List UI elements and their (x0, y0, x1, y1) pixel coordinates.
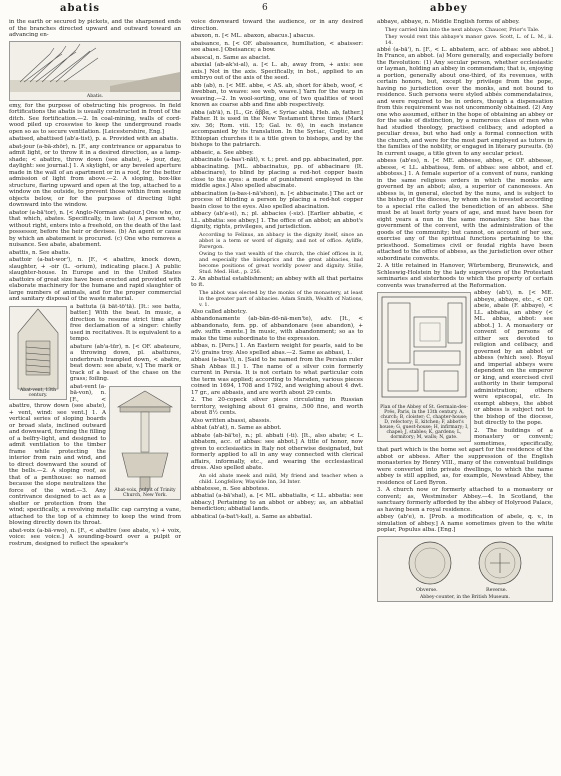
entry-abbacination: abbacination (a-bas-i-nā'shon), n. [< abbacinate.] The act or process of blinding a person by placing a red-hot copper basin close to the eyes. Also spelled abacination. (191, 190, 363, 210)
quotation: They would rent this abbaye's manor gave. Scott, L. of L. M., ii. 14. (385, 33, 553, 46)
entry-abbas: abbas, n. [Pers.] 1. An Eastern weight for pearls, said to be 2½ grains troy. Also spelled abas.—2. Same as abbasi, 1. (191, 343, 363, 356)
entry-abbatesse: abbatesse, n. See abbotess. (191, 485, 270, 492)
entry-text: voice downward toward the audience, or in any desired direction. (191, 19, 363, 32)
entry-abbacinate: abbacinate (a-bas'i-nāt), v. t.; pret. and pp. abbacinated, ppr. abbacinating. [ML. abbacinatus, pp. of abbacinare (It. abbacinare), to blind by placing a red-hot copper basin close to the eyes: a mode of punishment employed in the middle ages.] Also spelled abacinate. (191, 157, 363, 189)
quotation: Owing to the vast wealth of the church, the chief offices in it, and especially the bishoprics and the great abbacies, had become positions of great worldly power and dignity. Stille, Stud. Med. Hist., p. 256. (199, 250, 363, 275)
entry-abator: abator (a-bā'tor), n. [< Anglo-Norman abatour.] One who, or that which, abates. Specifically, in law: (a) A person who, without right, enters into a freehold, on the death of the last possessor, before the heir or devisee. (b) An agent or cause by which an abatement is procured. (c) One who removes a nuisance. See abate, abatement. (9, 209, 181, 248)
entry-abbatical: abbatical (a-bat'i-kal), a. Same as abbatial. (191, 513, 313, 520)
entry-text: 2. The buildings of a monastery or convent; sometimes, specifically, that part which is the home set apart for the residence of the abbot or abbess. After the suppression of the English monasteries by Henry VIII., many of the conventual buildings were converted into private dwellings, to which the name abbey is still applied, as, for example, Newstead Abbey, the residence of Lord Byron. (377, 427, 553, 486)
quotation: According to Felinus, an abbacy is the dignity itself, since an abbot is a term or word of dignity, and not of office. Ayliffe, Parergon. (199, 231, 363, 250)
quotation: They carried him into the next abbaye. Chaucer, Prior's Tale. (385, 26, 540, 33)
figure-caption: Abat-vent, 13th century. (19, 387, 57, 398)
entry-text: Also called abbotcy. (191, 308, 247, 315)
column-2 (191, 19, 363, 771)
entry-text: 2. The 20-copeck silver piece circulating in Russian territory, weighing about 61 grains, .500 fine, and worth about 8½ cents. (191, 397, 363, 416)
entry-abbaeic: abbaeic, a. See abbey. (191, 149, 254, 156)
abat-voix-illustration (109, 386, 181, 500)
entry-abature: abature (ab'a-tūr), n. [< OF. abateure, a throwing down, pl. abattures, underbrush trampled down, < abatre, beat down: see abate, v.] The mark or track of a beast of the chase on the grass; foiling. (70, 343, 181, 382)
abbey-plan-illustration (377, 292, 471, 442)
entry-abbey-poplar: abbey (ab'e), n. [Prob. a modification of abele, q. v., in simulation of abbey.] A name sometimes given to the white poplar, Populus alba. [Eng.] (377, 514, 553, 533)
entry-abattoir: abattoir (a-bat-wor'), n. [F., < abattre, knock down, slaughter, + -oir (L. -orium), indicating place.] A public slaughter-house. In Europe and in the United States abattoirs of great size have been erected and provided with elaborate machinery for the humane and rapid slaughter of large numbers of animals, and for the proper commercial and sanitary disposal of the waste material. (9, 257, 181, 302)
header-page-number: 6 (262, 3, 269, 13)
column-3 (377, 19, 553, 771)
entry-abascal: abascal, n. Same as abacist. (191, 54, 271, 61)
quotation: The abbot was elected by the monks of the monastery, at least in the greater part of abbacies. Adam Smith, Wealth of Nations, v. 1. (199, 289, 363, 308)
entry-abat-voix: abat-voix (a-bä-vwo), n. [F., < abattre (see abate, v.) + voix, voice: see voice.] A sounding-board over a pulpit or rostrum, designed to reflect the speaker's (9, 527, 181, 547)
entry-abb: abb (ab), n. [< ME. abbe, < AS. ab, short for ābeb, woof, < āwebban, to weave: see web, weave.] Yarn for the warp in weaving.—2. In wool-sorting, one of two qualities of wool known as coarse abb and fine abb respectively. (191, 82, 363, 108)
header-left-guide-word: abatis (60, 3, 100, 14)
entry-abbe: abbé (a-bā'), n. [F., < L. abbatem, acc. of abbas: see abbot.] In France, an abbot. (a) More generally, and especially before the Revolution: (1) Any secular person, whether ecclesiastic or layman, holding an abbey in commendam; that is, enjoying a portion, generally about one-third, of its revenues, with certain honors, but, except by privilege from the pope, having no jurisdiction over the monks, and not bound to residence. Such persons were styled abbés commendataires, and were required to be in orders, though a dispensation from this requirement was not uncommonly obtained. (2) Any one who assumed, either in the hope of obtaining an abbey or for the sake of distinction, by a numerous class of men who had studied theology, practised celibacy, and adopted a peculiar dress, but who had only a formal connection with the church, and were for the most part employed as tutors in the families of the nobility, or engaged in literary pursuits. (b) In current usage, a title given to any secular priest. (377, 46, 553, 157)
entry-abbey: abbey (ab'i), n. [< ME. abbeye, abbaye, etc., < OF. abeie, abaie (F. abbaye), < LL. abbatia, an abbey (< ML. abbas, abbot: see abbot.] 1. A monastery or convent of persons of either sex devoted to religion and celibacy, and governed by an abbot or abbess (which see). Royal and imperial abbeys were dependent on the emperor or king, and exercised civil authority in their temporal administration; others were episcopal, etc. In exempt abbeys, the abbot or abbess is subject not to the bishop of the diocese, but directly to the pope. (474, 290, 553, 426)
entry-text: 3. A church now or formerly attached to a monastery or convent; as, Westminster Abbey.—4. In Scotland, the sanctuary formerly afforded by the abbey of Holyrood Palace, as having been a royal residence. (377, 487, 553, 513)
abbey-counter-illustration (377, 536, 553, 602)
abatis-illustration (9, 41, 181, 101)
figure-caption: Abatis. (86, 93, 104, 99)
running-header (0, 3, 561, 17)
entry-text: 2. An abbatial establishment; an abbey with all that pertains to it. (191, 275, 363, 288)
figure-caption: Abat-voix, pulpit of Trinity Church, New York. (114, 487, 176, 498)
entry-text: 2. A title retained in Hanover, Würtemberg, Brunswick, and Schleswig-Holstein by the lady supervisors of the Protestant seminaries and sisterhoods to which the property of certain convents was transferred at the Reformation. (377, 263, 553, 289)
figure-caption: Abbey-counter, in the British Museum. (419, 594, 510, 600)
entry-abbatial: abbatial (a-bā'shal), a. [< ML. abbatialis, < LL. abbatia: see abbacy.] Pertaining to an abbot or abbey; as, an abbatial benediction; abbatial lands. (191, 493, 363, 512)
entry-abat-jour: abat-jour (a-bä-zhör), n. [F., any contrivance or apparatus to admit light, or to throw it in a desired direction, as a lamp-shade; < abattre, throw down (see abate), + jour, day, daylight: see journal.] 1. A skylight, or any beveled aperture made in the wall of an apartment or in a roof, for the better admission of light from above.—2. A sloping, box-like structure, flaring upward and open at the top, attached to a window on the outside, to prevent those within from seeing objects below, or for the purpose of directing light downward into the window. (9, 143, 181, 208)
header-right-guide-word: abbey (430, 3, 468, 14)
entry-text: emy, for the purpose of obstructing his progress. In field fortifications the abatis is usually constructed in front of the ditch. See fortification.—2. In coal-mining, walls of cord-wood piled up crosswise to keep the underground roads open so as to secure ventilation. [Leicestershire, Eng.] (9, 102, 181, 135)
figure-caption: Plan of the Abbey of St. Germain-des-Prés, Paris, in the 13th century. A, church; B, cloister; C, chapter-house; D, refectory; E, kitchen; F, abbot's house; G, guest-house; H, infirmary; I, chapel; J, stables; K, gardens; L, dormitory; M, walls; N, gate. (379, 405, 469, 440)
abat-vent-drawing (10, 307, 66, 391)
reverse-label: Reverse. (486, 588, 508, 593)
abatis-drawing (10, 42, 180, 92)
entry-abaxon: abaxon, n. [< ML. abaxon, abacus.] abacus. (191, 33, 315, 39)
entry-abbandonamente: abbandonamente (ab-bän-dō-nä-men'te), adv. [It., < abbandonato, fem. pp. of abbandonare (see abandon), + adv. suffix -mente.] In music, with abandonment; so as to make the time subordinate to the expression. (191, 316, 363, 342)
entry-abattis: abattis, n. See abatis. (9, 249, 71, 256)
entry-abaxial: abaxial (ab-ak'si-al), a. [< L. ab, away from, + axis: see axis.] Not in the axis. Specifically, in bot., applied to an embryo out of the axis of the seed. (191, 62, 363, 81)
entry-abat-vent: abat-vent (a-bä-von), n. [F., < abattre, throw down (see abate), + vent, wind: see vent.] 1. A vertical series of sloping boards or broad slats, inclined outward and downward, forming the filling of a belfry-light, and designed to admit ventilation to the timber frame while protecting the interior from rain and wind, and to direct downward the sound of the bells.—2. A sloping roof, as that of a penthouse: so named because the slope neutralizes the force of the wind.—3. Any contrivance designed to act as a shelter or protection from the wind; specifically, a revolving metallic cap carrying a vane, attached to the top of a chimney to keep the wind from blowing directly down its throat. (9, 383, 181, 526)
abat-voix-drawing (110, 387, 180, 491)
entry-abbess: abbess (ab'es), n. [< ME. abbesse, abbes, < OF. abbesse, abesse, < LL. abbatissa, fem. of abbas: see abbot, and cf. abbotess.] 1. A female superior of a convent of nuns, ranking in the same religious orders in which the monks are governed by an abbot; also, a superior of canonesses. An abbess is, in general, elected by the nuns, and is subject to the bishop of the diocese, by whom she is invested according to a special rite called the benediction of an abbess. She must be at least forty years of age, and must have been for eight years a nun in the same monastery. She has the government of the convent, with the administration of the goods of the community; but cannot, on account of her sex, exercise any of the spiritual functions pertaining to the priesthood. Sometimes civil or feudal rights have been attached to the office of abbess, as the jurisdiction over other subordinate convents. (377, 158, 553, 262)
entry-abatised: abatised, abattised (ab'a-tist), p. a. Provided with an abatis. (9, 136, 179, 142)
abbey-counter-drawing (378, 537, 552, 587)
abat-vent-illustration (9, 306, 67, 400)
entry-text: Also written abassi, abassis. (191, 417, 272, 424)
entry-text: in the earth or secured by pickets, and the sharpened ends of the branches directed upward and outward toward an advancing en- (9, 19, 181, 38)
entry-abbacy: abbacy (ab'a-si), n.; pl. abbacies (-siz). [Earlier abbatie, < LL. abbatia: see abbey.] 1. The office of an abbot; an abbot's dignity, rights, privileges, and jurisdiction. (191, 211, 363, 230)
quotation: An old abate meek and mild, My friend and teacher when a child. Longfellow, Wayside Inn, 3d Inter. (199, 472, 363, 485)
entry-abbaye: abbaye, abbaye, n. Middle English forms of abbey. (377, 19, 520, 25)
entry-abbat: abbat (ab'at), n. Same as abbot. (191, 425, 282, 431)
entry-abaisance: abaisance, n. [< OF. abaissance, humiliation, < abaisser: see abase.] Obeisance; a bow. (191, 40, 363, 53)
abbey-plan-drawing (378, 293, 470, 403)
entry-a-battuta: a battuta (ä bät-tö'tä). [It.: see batta, batter.] With the beat. In music, a direction to resume strict time after free declamation of a singer: chiefly used in recitatives. It is equivalent to a tempo. (70, 303, 181, 342)
obverse-label: Obverse. (416, 588, 438, 593)
column-1 (9, 19, 181, 771)
entry-abbasi: abbasi (a-bas'i), n. [Said to be named from the Persian ruler Shah Abbas II.] 1. The name of a silver coin formerly current in Persia. It is not certain to what particular coin the term was applied; according to Marsden, various pieces coined in 1694, 1708 and 1792, and weighing about 4 dwt. 17 gr., are abbasis, and are worth about 29 cents. (191, 357, 363, 396)
entry-abbate: abbate (ab-bä'te), n.; pl. abbati (-ti). [It., also abate; < L. abbatem, acc. of abbas: see abbot.] A title of honor, now given to ecclesiastics in Italy not otherwise designated, but formerly applied to all in any way connected with clerical affairs, informally, etc., and wearing the ecclesiastical dress. Also spelled abate. (191, 432, 363, 471)
entry-abba: abba (ab'ā), n. [L., Gr. ἀββα, < Syriac abbā, Heb. ab, father.] Father. It is used in the New Testament three times (Mark xiv. 36; Rom. viii. 15; Gal. iv. 6), in each instance accompanied by its translation. In the Syriac, Coptic, and Ethiopian churches it is a title given to bishops, and by the bishops to the patriarch. (191, 109, 363, 148)
